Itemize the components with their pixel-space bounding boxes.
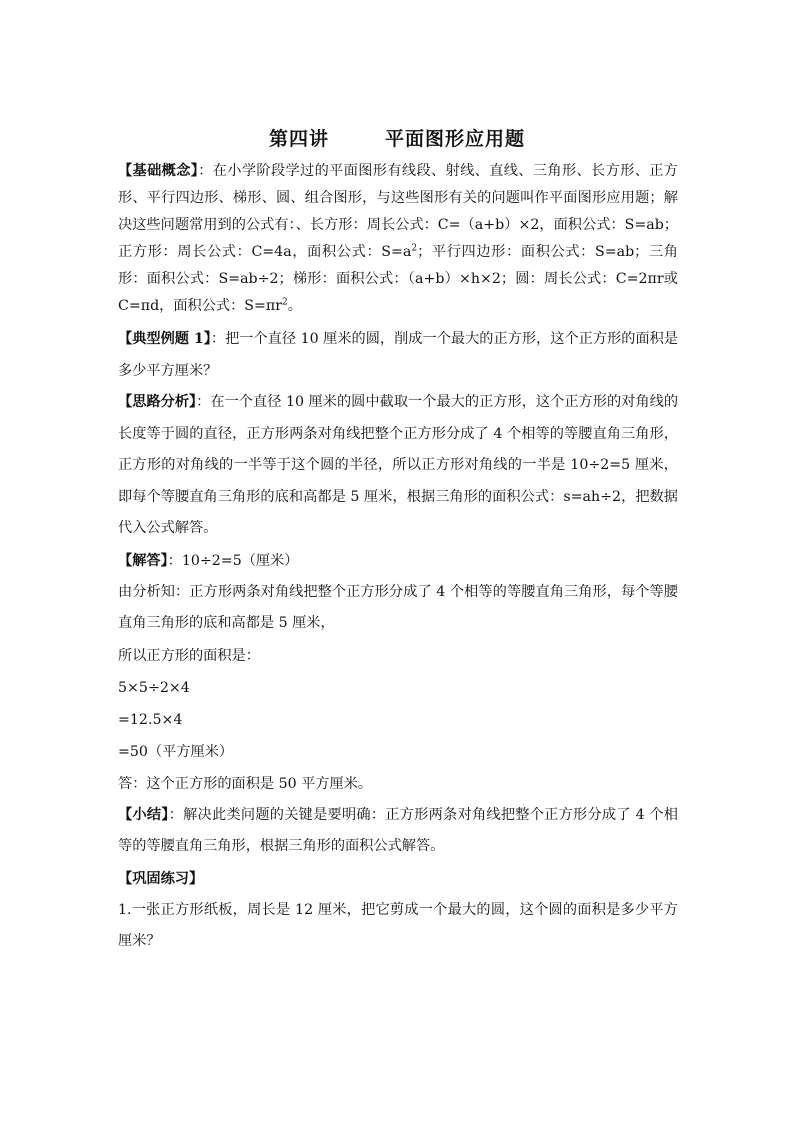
basic-concept-paragraph — [118, 158, 678, 320]
example-label: 【典型例题 1】 — [118, 331, 211, 347]
practice-question-1: 1.一张正方形纸板，周长是 12 厘米，把它剪成一个最大的圆，这个圆的面积是多少平方厘米？ — [118, 901, 678, 949]
page-title — [0, 124, 794, 151]
analysis-text: ：在一个直径 10 厘米的圆中截取一个最大的正方形，这个正方形的对角线的长度等于圆的直径，正方形两条对角线把整个正方形分成了 4 个相等的等腰直角三角形，正方形的对角线的一半等于这个圆的半径，所以正方形对角线的一半是 10÷2=5 厘米，即每个等腰直角三角形的底和高都是 5 厘米，根据三角形的面积公式：s=ah÷2，把数据代入公式解答。 — [118, 394, 679, 536]
practice-label: 【巩固练习】 — [118, 870, 204, 887]
summary-paragraph — [118, 800, 678, 863]
summary-label: 【小结】 — [118, 806, 169, 823]
example-text: ：把一个直径 10 厘米的圆，削成一个最大的正方形，这个正方形的面积是多少平方厘米？ — [118, 331, 678, 379]
analysis-label: 【思路分析】 — [118, 394, 197, 410]
basic-concept-text-2: ；平行四边形：面积公式：S=ab；三角形：面积公式：S=ab÷2；梯形：面积公式：（a+b）×h×2；圆：周长公式：C=2πr或C=πd，面积公式：S=πr — [118, 244, 678, 314]
answer-label: 【解答】 — [118, 552, 168, 569]
calculation-step-1: 5×5÷2×4 — [118, 679, 190, 696]
circle-exponent: 2 — [282, 297, 288, 308]
calculation-step-2: =12.5×4 — [118, 711, 183, 728]
summary-text: ：解决此类问题的关键是要明确：正方形两条对角线把整个正方形分成了 4 个相等的等腰直角三角形，根据三角形的面积公式解答。 — [118, 806, 678, 854]
answer-lead-in: 所以正方形的面积是： — [118, 647, 260, 664]
practice-heading — [118, 863, 678, 895]
final-answer: 答：这个正方形的面积是 50 平方厘米。 — [118, 775, 373, 792]
answer-heading-line — [118, 545, 678, 577]
analysis-paragraph — [118, 387, 678, 545]
lesson-topic: 平面图形应用题 — [385, 128, 526, 150]
answer-explanation: 由分析知：正方形两条对角线把整个正方形分成了 4 个相等的等腰直角三角形，每个等腰直角三角形的底和高都是 5 厘米， — [118, 583, 678, 631]
basic-concept-text-3: 。 — [287, 298, 302, 314]
lesson-number: 第四讲 — [268, 128, 329, 150]
document-body — [118, 158, 678, 958]
calculation-step-3: =50（平方厘米） — [118, 743, 234, 760]
square-exponent: 2 — [411, 243, 418, 254]
example-paragraph — [118, 324, 678, 387]
basic-concept-text: ：在小学阶段学过的平面图形有线段、射线、直线、三角形、长方形、正方形、平行四边形、梯形、圆、组合图形，与这些图形有关的问题叫作平面图形应用题；解决这些问题常用到的公式有：、长方形：周长公式：C=（a+b）×2，面积公式：S=ab；正方形：周长公式：C=4a，面积公式：S=a — [118, 163, 678, 260]
answer-first-step: ：10÷2=5（厘米） — [167, 552, 299, 569]
basic-concept-label: 【基础概念】 — [118, 163, 199, 179]
